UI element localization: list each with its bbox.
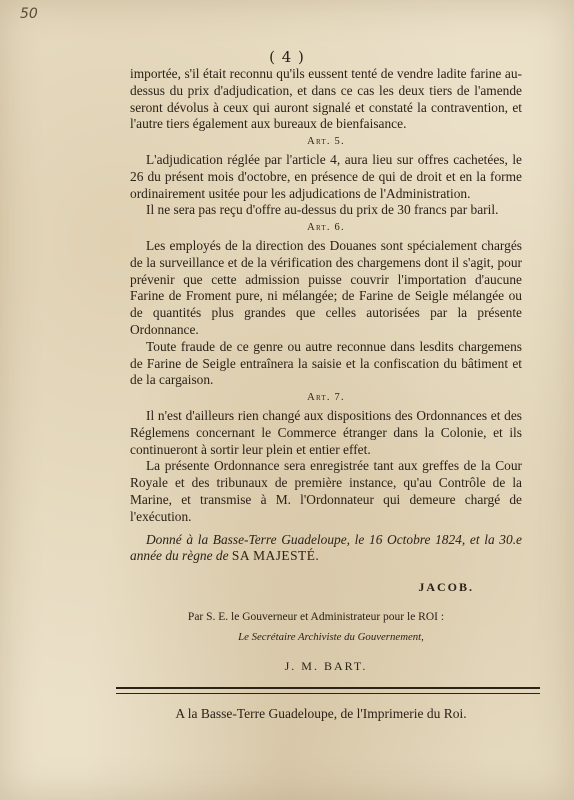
given-at-line bbox=[130, 532, 522, 566]
article-6-heading: Art. 6. bbox=[307, 222, 345, 234]
paragraph-fraud: Toute fraude de ce genre ou autre reconnue dans lesdits chargemens de Farine de Seigle entraînera la saisie et la confiscation du bâtiment et de la cargaison. bbox=[130, 338, 522, 388]
margin-note: 50 bbox=[20, 6, 38, 22]
paragraph-price-limit: Il ne sera pas reçu d'offre au-dessus du prix de 30 francs par baril. bbox=[146, 202, 499, 218]
by-line: Par S. E. le Gouverneur et Administrateur pour le ROI : bbox=[187, 611, 445, 624]
divider-rule bbox=[116, 687, 540, 694]
paragraph-registration: La présente Ordonnance sera enregistrée tant aux greffes de la Cour Royale et des tribunaux de première instance, qu'au Contrôle de la Marine, et transmise à M. l'Ordonnateur qui demeure chargé de l'exécution. bbox=[130, 458, 522, 524]
secretary-name: J. M. BART. bbox=[284, 658, 368, 673]
document-body bbox=[130, 66, 522, 722]
paragraph-adjudication: L'adjudication réglée par l'article 4, aura lieu sur offres cachetées, le 26 du présent mois d'octobre, en présence de qui de droit et en la forme ordinairement usitée pour les adjudications de l'Administration. bbox=[130, 151, 522, 201]
secretary-title: Le Secrétaire Archiviste du Gouvernement, bbox=[238, 631, 424, 644]
paragraph-continuation: importée, s'il était reconnu qu'ils eussent tenté de vendre ladite farine au-dessus du prix d'adjudication, et dans ce cas les deux tiers de l'amende seront dévolus à ceux qui auront signalé et constaté la contravention, et l'autre tiers également aux bureaux de bienfaisance. bbox=[130, 66, 522, 132]
page-number: ( 4 ) bbox=[269, 48, 305, 66]
paragraph-customs: Les employés de la direction des Douanes sont spécialement chargés de la surveillance et de la vérification des chargemens dont il s'agit, pour prévenir que cette admission puisse couvrir l'importation d'aucune Farine de Froment pure, ni mélangée; de Farine de Seigle mélangée ou de quantités plus grandes que celles autorisées par la présente Ordonnance. bbox=[130, 237, 522, 337]
signer-name: JACOB. bbox=[418, 579, 474, 594]
article-7-heading: Art. 7. bbox=[307, 392, 345, 404]
given-majesty: SA MAJESTÉ. bbox=[231, 548, 320, 564]
article-5-heading: Art. 5. bbox=[307, 136, 345, 148]
given-text: Donné à la Basse-Terre Guadeloupe, le 16 Octobre 1824, et la 30.e année du règne de bbox=[130, 531, 522, 564]
imprint-line: A la Basse-Terre Guadeloupe, de l'Imprimerie du Roi. bbox=[175, 705, 467, 721]
paragraph-regulations: Il n'est d'ailleurs rien changé aux dispositions des Ordonnances et des Réglemens concernant le Commerce étranger dans la Colonie, et ils continueront à sortir leur plein et entier effet. bbox=[130, 407, 522, 457]
